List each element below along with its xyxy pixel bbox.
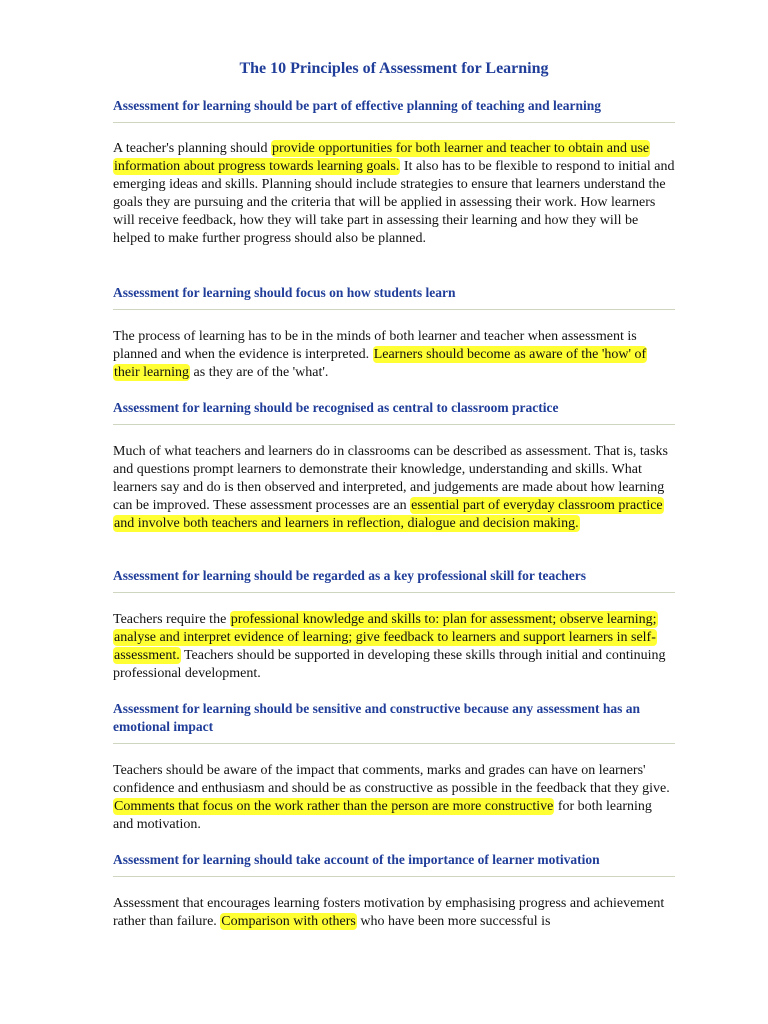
- principle-section: [113, 567, 675, 683]
- paragraph-text: Much of what teachers and learners do in classrooms can be described as assessment. That is, tasks and questions prompt learners to demonstrate their knowledge, understanding and skills. What learners say and do is then observed and interpreted, and judgements are made about how learning can be improved. These assessment processes are an: [113, 444, 668, 513]
- highlighted-text: Learners should become as aware of the 'how' of their learning: [114, 347, 647, 380]
- principle-section: [113, 284, 675, 382]
- paragraph-text: as they are of the 'what'.: [190, 365, 329, 380]
- paragraph-text: Assessment that encourages learning fosters motivation by emphasising progress and achievement rather than failure.: [113, 896, 665, 929]
- section-heading: Assessment for learning should be part of effective planning of teaching and learning: [113, 98, 602, 113]
- section-paragraph: [113, 328, 675, 382]
- highlighted-text: provide opportunities for both learner and teacher to obtain and use information about progress towards learning goals.: [114, 141, 650, 174]
- paragraph-text: It also has to be flexible to respond to initial and emerging ideas and skills. Planning should include strategies to ensure that learners understand the goals they are pursuing and the criteria that will be applied in assessing their work. How learners will receive feedback, how they will take part in assessing their learning and how they will be helped to make further progress should also be planned.: [113, 159, 675, 246]
- section-divider: [113, 876, 675, 877]
- document-title: The 10 Principles of Assessment for Learning: [239, 60, 549, 77]
- highlighted-text: professional knowledge and skills to: plan for assessment; observe learning; analyse and interpret evidence of learning; give feedback to learners and support learners in self-assessment.: [114, 612, 657, 663]
- section-heading: Assessment for learning should be recognised as central to classroom practice: [113, 400, 559, 415]
- paragraph-text: Teachers require the: [113, 612, 230, 627]
- section-paragraph: [113, 443, 675, 533]
- highlighted-text: Comments that focus on the work rather than the person are more constructive: [114, 799, 554, 814]
- section-heading: Assessment for learning should take account of the importance of learner motivation: [113, 852, 600, 867]
- paragraph-text: Teachers should be aware of the impact that comments, marks and grades can have on learners' confidence and enthusiasm and should be as constructive as possible in the feedback that they give.: [113, 763, 670, 796]
- paragraph-text: The process of learning has to be in the minds of both learner and teacher when assessment is planned and when the evidence is interpreted.: [113, 329, 637, 362]
- section-heading: Assessment for learning should focus on how students learn: [113, 285, 456, 300]
- section-heading: Assessment for learning should be regarded as a key professional skill for teachers: [113, 568, 587, 583]
- principle-section: [113, 97, 675, 248]
- principle-section: [113, 851, 675, 931]
- paragraph-text: Teachers should be supported in developing these skills through initial and continuing professional development.: [113, 648, 666, 681]
- section-heading: Assessment for learning should be sensitive and constructive because any assessment has an emotional impact: [113, 701, 641, 734]
- section-paragraph: [113, 611, 675, 683]
- section-paragraph: [113, 762, 675, 834]
- section-divider: [113, 424, 675, 425]
- highlighted-text: Comparison with others: [221, 914, 356, 929]
- highlighted-text: essential part of everyday classroom practice and involve both teachers and learners in reflection, dialogue and decision making.: [114, 498, 663, 531]
- paragraph-text: for both learning and motivation.: [113, 799, 652, 832]
- paragraph-text: A teacher's planning should: [113, 141, 272, 156]
- principle-section: [113, 700, 675, 834]
- section-paragraph: [113, 140, 675, 248]
- paragraph-text: who have been more successful is: [356, 914, 551, 929]
- section-divider: [113, 309, 675, 310]
- section-divider: [113, 743, 675, 744]
- section-divider: [113, 592, 675, 593]
- section-paragraph: [113, 895, 675, 931]
- section-divider: [113, 122, 675, 123]
- principle-section: [113, 399, 675, 533]
